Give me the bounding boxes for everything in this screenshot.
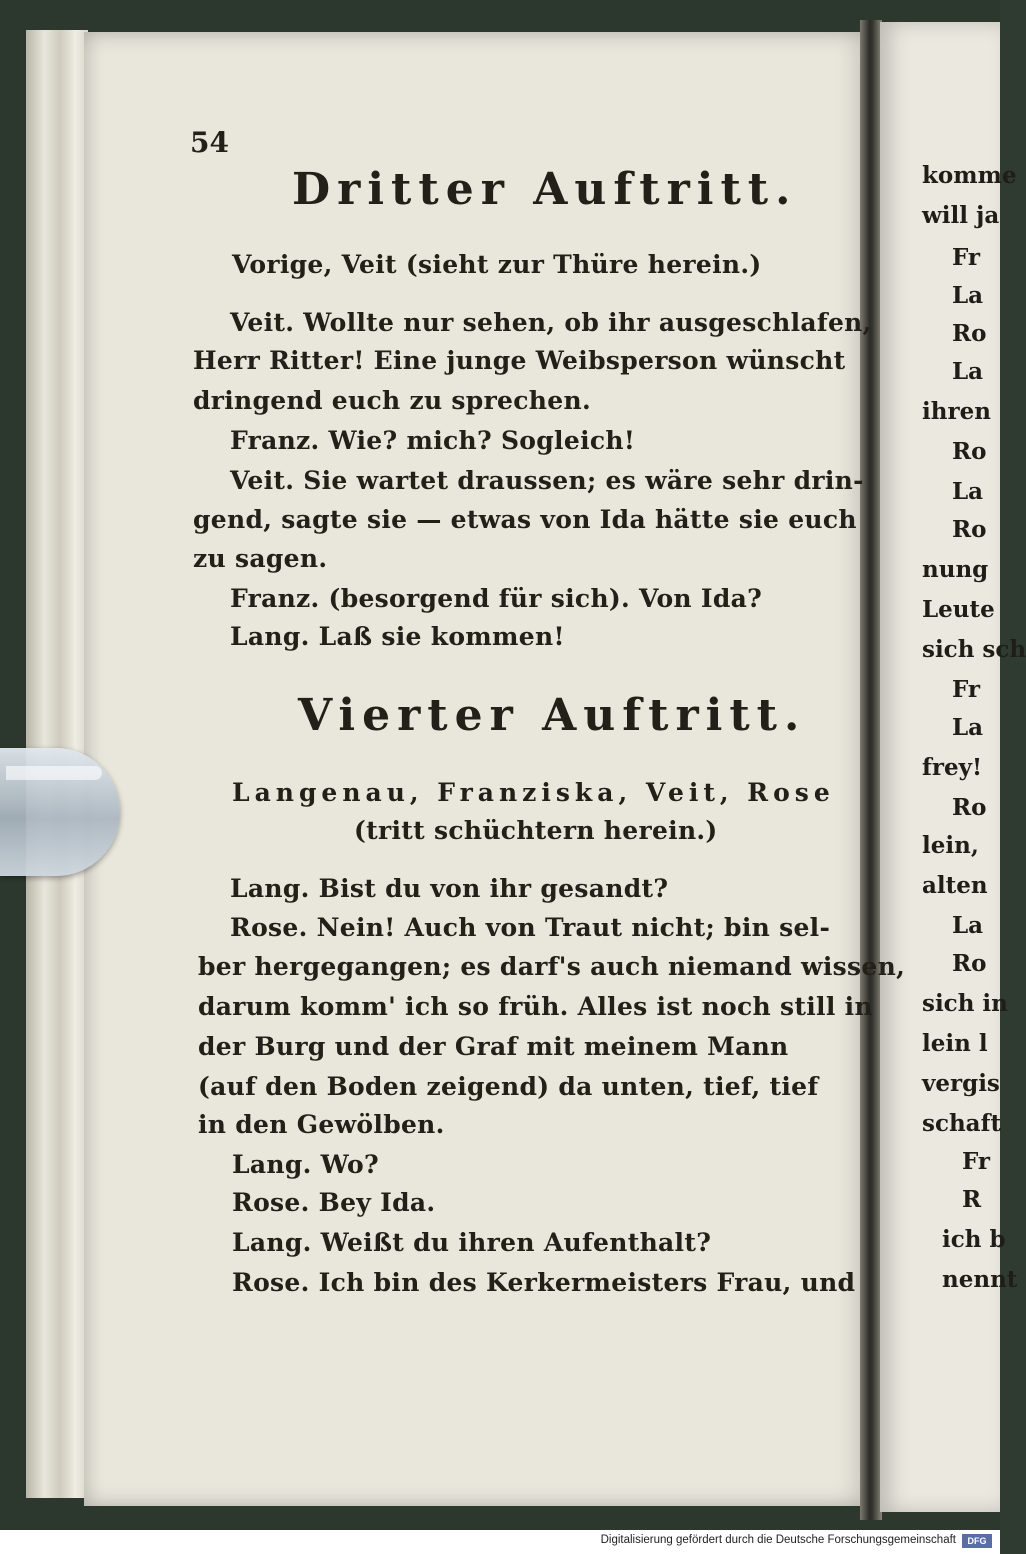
right-text-line: ich b bbox=[942, 1226, 1006, 1253]
right-text-line: Leute bbox=[922, 596, 995, 623]
text-line: (auf den Boden zeigend) da unten, tief, tief bbox=[198, 1072, 819, 1101]
right-text-line: Ro bbox=[952, 516, 987, 543]
right-text-line: Ro bbox=[952, 320, 987, 347]
right-text-line: schaft bbox=[922, 1110, 1002, 1137]
text-line: ber hergegangen; es darf's auch niemand wissen, bbox=[198, 952, 906, 981]
scene-heading-4: Vierter Auftritt. bbox=[298, 690, 807, 741]
right-text-line: sich in bbox=[922, 990, 1008, 1017]
page-number: 54 bbox=[190, 126, 229, 159]
right-text-line: frey! bbox=[922, 754, 983, 781]
text-line: Veit. Wollte nur sehen, ob ihr ausgeschlafen, bbox=[230, 308, 872, 337]
right-text-line: alten bbox=[922, 872, 988, 899]
right-text-line: La bbox=[952, 478, 984, 505]
right-text-line: La bbox=[952, 358, 984, 385]
stage-direction-3: Vorige, Veit (sieht zur Thüre herein.) bbox=[232, 250, 762, 279]
text-line: Lang. Wo? bbox=[232, 1150, 379, 1179]
text-line: Rose. Ich bin des Kerkermeisters Frau, und bbox=[232, 1268, 856, 1297]
right-text-line: komme bbox=[922, 162, 1017, 189]
text-line: Franz. Wie? mich? Sogleich! bbox=[230, 426, 636, 455]
right-text-line: Ro bbox=[952, 438, 987, 465]
text-line: Veit. Sie wartet draussen; es wäre sehr drin- bbox=[230, 466, 864, 495]
right-text-line: Ro bbox=[952, 794, 987, 821]
text-line: darum komm' ich so früh. Alles ist noch still in bbox=[198, 992, 873, 1021]
text-line: in den Gewölben. bbox=[198, 1110, 445, 1139]
text-line: Rose. Bey Ida. bbox=[232, 1188, 436, 1217]
text-line: gend, sagte sie — etwas von Ida hätte sie euch bbox=[193, 505, 857, 534]
right-text-line: R bbox=[962, 1186, 982, 1213]
right-text-line: Fr bbox=[962, 1148, 991, 1175]
footer-bar bbox=[0, 1530, 1000, 1554]
dfg-logo-icon: DFG bbox=[962, 1534, 992, 1548]
right-text-line: La bbox=[952, 282, 984, 309]
right-text-line: La bbox=[952, 912, 984, 939]
right-text-line: La bbox=[952, 714, 984, 741]
right-text-line: ihren bbox=[922, 398, 991, 425]
text-line: Herr Ritter! Eine junge Weibsperson wünscht bbox=[193, 346, 846, 375]
text-line: zu sagen. bbox=[193, 544, 328, 573]
right-text-line: nung bbox=[922, 556, 989, 583]
text-line: der Burg und der Graf mit meinem Mann bbox=[198, 1032, 789, 1061]
stage-direction-4: Langenau, Franziska, Veit, Rose bbox=[232, 778, 835, 807]
funding-credit: Digitalisierung gefördert durch die Deutsche Forschungsgemeinschaft bbox=[600, 1534, 956, 1546]
right-text-line: lein, bbox=[922, 832, 979, 859]
scene-heading-3: Dritter Auftritt. bbox=[292, 164, 798, 215]
right-text-line: Fr bbox=[952, 676, 981, 703]
right-text-line: vergis bbox=[922, 1070, 1000, 1097]
text-line: Lang. Laß sie kommen! bbox=[230, 622, 565, 651]
right-text-line: Ro bbox=[952, 950, 987, 977]
right-text-line: sich sch bbox=[922, 636, 1026, 663]
text-line: Lang. Bist du von ihr gesandt? bbox=[230, 874, 669, 903]
right-text-line: will ja bbox=[922, 202, 1000, 229]
right-text-line: nennt bbox=[942, 1266, 1018, 1293]
text-line: Rose. Nein! Auch von Traut nicht; bin sel- bbox=[230, 913, 831, 942]
right-text-line: Fr bbox=[952, 244, 981, 271]
right-page-text bbox=[880, 22, 1026, 1512]
text-line: Lang. Weißt du ihren Aufenthalt? bbox=[232, 1228, 712, 1257]
stage-direction-4b: (tritt schüchtern herein.) bbox=[354, 816, 718, 845]
text-line: dringend euch zu sprechen. bbox=[193, 386, 591, 415]
right-text-line: lein l bbox=[922, 1030, 988, 1057]
text-line: Franz. (besorgend für sich). Von Ida? bbox=[230, 584, 763, 613]
